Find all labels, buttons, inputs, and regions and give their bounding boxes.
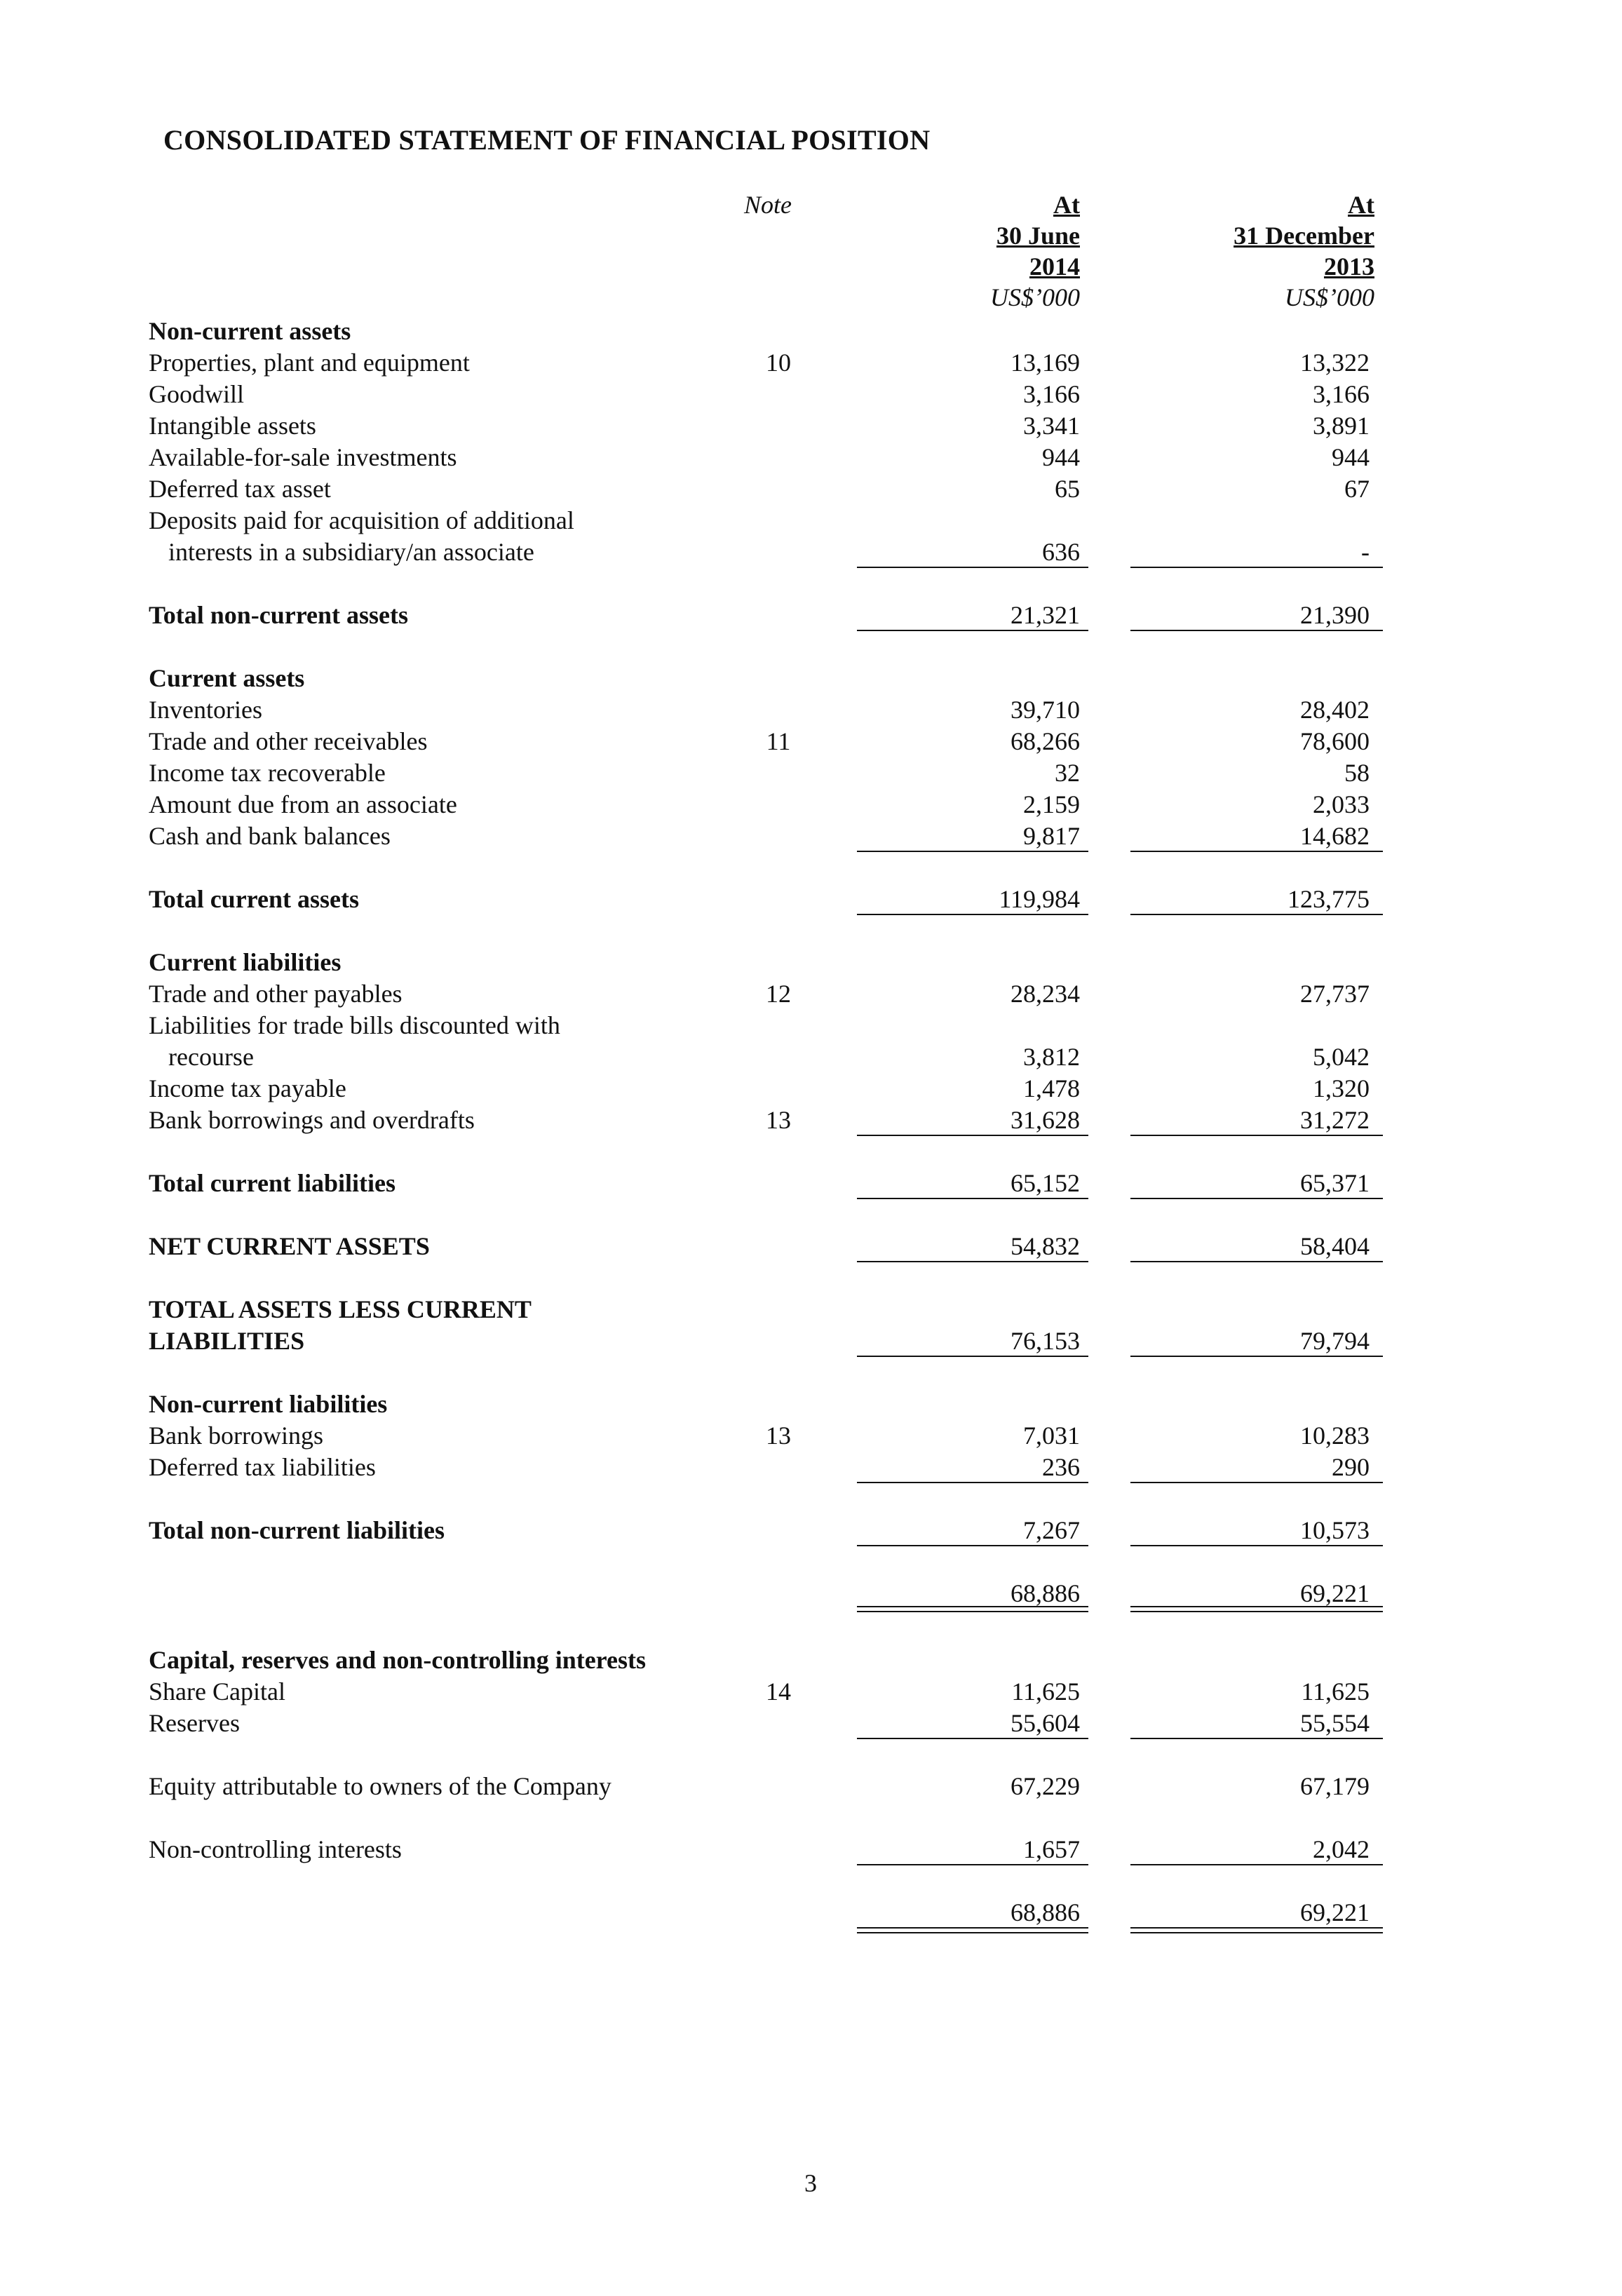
table-row	[0, 1325, 1622, 1357]
value-2013: -	[1361, 538, 1370, 566]
value-2013: 69,221	[1300, 1898, 1370, 1926]
table-row	[0, 1897, 1622, 1929]
value-2014: 54,832	[1011, 1232, 1080, 1260]
column-header-line: 2014	[1029, 252, 1080, 281]
row-label: Total non-current assets	[149, 601, 409, 629]
value-2013: 65,371	[1300, 1169, 1370, 1197]
page-number: 3	[804, 2169, 817, 2197]
value-2014: 7,267	[1023, 1516, 1080, 1544]
row-label: Non-current assets	[149, 317, 351, 345]
value-2013: 14,682	[1300, 822, 1370, 850]
value-2013: 28,402	[1300, 696, 1370, 724]
table-row	[0, 600, 1622, 631]
subtotal-underline	[1130, 1135, 1383, 1136]
column-header-line: At	[1053, 191, 1080, 219]
value-2014: 21,321	[1011, 601, 1080, 629]
row-label: Properties, plant and equipment	[149, 349, 470, 377]
table-row	[0, 347, 1622, 379]
table-row	[0, 1041, 1622, 1073]
table-row	[0, 1578, 1622, 1609]
subtotal-underline	[857, 630, 1088, 631]
value-2013: 10,283	[1300, 1422, 1370, 1450]
table-row	[0, 821, 1622, 852]
table-row	[0, 316, 1622, 347]
row-label: interests in a subsidiary/an associate	[168, 538, 534, 566]
subtotal-underline	[857, 1356, 1088, 1357]
value-2013: 67	[1344, 475, 1370, 503]
subtotal-underline	[857, 1135, 1088, 1136]
value-2014: 67,229	[1011, 1772, 1080, 1800]
value-2014: 68,886	[1011, 1579, 1080, 1607]
value-2013: 290	[1332, 1453, 1370, 1481]
value-2013: 79,794	[1300, 1327, 1370, 1355]
subtotal-underline	[857, 567, 1088, 568]
value-2013: 78,600	[1300, 727, 1370, 755]
row-label: LIABILITIES	[149, 1327, 305, 1355]
row-label: TOTAL ASSETS LESS CURRENT	[149, 1295, 532, 1323]
value-2014: 119,984	[999, 885, 1080, 913]
row-label: Liabilities for trade bills discounted with	[149, 1011, 560, 1039]
subtotal-underline	[1130, 1261, 1383, 1262]
table-row	[0, 1105, 1622, 1136]
table-row	[0, 505, 1622, 536]
subtotal-underline	[857, 1482, 1088, 1483]
row-note: 10	[766, 349, 791, 377]
row-label: Capital, reserves and non-controlling interests	[149, 1646, 646, 1674]
row-label: Equity attributable to owners of the Company	[149, 1772, 611, 1800]
value-2014: 68,266	[1011, 727, 1080, 755]
value-2013: 2,042	[1313, 1835, 1370, 1863]
value-2014: 944	[1042, 443, 1080, 471]
value-2014: 236	[1042, 1453, 1080, 1481]
subtotal-underline	[857, 914, 1088, 915]
note-column-header: Note	[744, 191, 792, 219]
table-row	[0, 726, 1622, 757]
subtotal-underline	[857, 1261, 1088, 1262]
subtotal-underline	[1130, 1356, 1383, 1357]
value-2014: 636	[1042, 538, 1080, 566]
subtotal-underline	[857, 1864, 1088, 1865]
subtotal-underline	[857, 1198, 1088, 1199]
value-2013: 2,033	[1313, 790, 1370, 818]
row-label: Available-for-sale investments	[149, 443, 457, 471]
row-label: Share Capital	[149, 1677, 285, 1706]
subtotal-underline	[1130, 567, 1383, 568]
row-note: 13	[766, 1422, 791, 1450]
value-2014: 1,657	[1023, 1835, 1080, 1863]
subtotal-underline	[1130, 1545, 1383, 1546]
value-2013: 55,554	[1300, 1709, 1370, 1737]
row-label: Reserves	[149, 1709, 240, 1737]
value-2013: 3,891	[1313, 412, 1370, 440]
table-row	[0, 442, 1622, 473]
row-label: Income tax payable	[149, 1074, 346, 1102]
value-2014: 39,710	[1011, 696, 1080, 724]
row-label: NET CURRENT ASSETS	[149, 1232, 430, 1260]
table-row	[0, 1452, 1622, 1483]
table-row	[0, 1073, 1622, 1105]
value-2014: 55,604	[1011, 1709, 1080, 1737]
value-2014: 13,169	[1011, 349, 1080, 377]
value-2014: 32	[1055, 759, 1080, 787]
subtotal-underline	[857, 1738, 1088, 1739]
value-2013: 123,775	[1288, 885, 1370, 913]
row-label: Current assets	[149, 664, 305, 692]
row-label: Bank borrowings	[149, 1422, 323, 1450]
row-label: Current liabilities	[149, 948, 342, 976]
row-label: Total current liabilities	[149, 1169, 396, 1197]
row-label: Non-controlling interests	[149, 1835, 402, 1863]
subtotal-underline	[1130, 630, 1383, 631]
subtotal-underline	[1130, 1198, 1383, 1199]
table-row	[0, 1168, 1622, 1199]
row-label: Goodwill	[149, 380, 245, 408]
table-row	[0, 978, 1622, 1010]
value-2013: 13,322	[1300, 349, 1370, 377]
table-row	[0, 1294, 1622, 1325]
row-label: Deposits paid for acquisition of additional	[149, 506, 574, 534]
row-label: recourse	[168, 1043, 254, 1071]
column-header-line: 30 June	[996, 222, 1080, 250]
subtotal-underline	[857, 851, 1088, 852]
table-row	[0, 379, 1622, 410]
column-header-line: 31 December	[1234, 222, 1374, 250]
table-row	[0, 1645, 1622, 1676]
table-row	[0, 1515, 1622, 1546]
value-2014: 9,817	[1023, 822, 1080, 850]
value-2013: 58,404	[1300, 1232, 1370, 1260]
table-row	[0, 1771, 1622, 1802]
table-row	[0, 410, 1622, 442]
value-2013: 5,042	[1313, 1043, 1370, 1071]
table-row	[0, 694, 1622, 726]
total-double-underline	[1130, 1927, 1383, 1933]
value-2014: 65	[1055, 475, 1080, 503]
row-note: 14	[766, 1677, 791, 1706]
value-2013: 3,166	[1313, 380, 1370, 408]
value-2014: 3,812	[1023, 1043, 1080, 1071]
subtotal-underline	[857, 1545, 1088, 1546]
value-2014: 28,234	[1011, 980, 1080, 1008]
value-2014: 3,341	[1023, 412, 1080, 440]
value-2013: 27,737	[1300, 980, 1370, 1008]
subtotal-underline	[1130, 851, 1383, 852]
row-label: Deferred tax liabilities	[149, 1453, 376, 1481]
page-title: CONSOLIDATED STATEMENT OF FINANCIAL POSITION	[163, 124, 931, 156]
table-row	[0, 473, 1622, 505]
value-2013: 67,179	[1300, 1772, 1370, 1800]
row-label: Trade and other receivables	[149, 727, 428, 755]
row-label: Total non-current liabilities	[149, 1516, 445, 1544]
value-2013: 69,221	[1300, 1579, 1370, 1607]
value-2014: 31,628	[1011, 1106, 1080, 1134]
row-label: Inventories	[149, 696, 262, 724]
table-row	[0, 1010, 1622, 1041]
value-2014: 2,159	[1023, 790, 1080, 818]
value-2013: 10,573	[1300, 1516, 1370, 1544]
subtotal-underline	[1130, 914, 1383, 915]
column-unit: US$’000	[990, 283, 1080, 311]
value-2013: 1,320	[1313, 1074, 1370, 1102]
table-row	[0, 789, 1622, 821]
row-label: Trade and other payables	[149, 980, 403, 1008]
table-row	[0, 1708, 1622, 1739]
row-label: Intangible assets	[149, 412, 316, 440]
value-2014: 76,153	[1011, 1327, 1080, 1355]
column-unit: US$’000	[1285, 283, 1374, 311]
row-label: Total current assets	[149, 885, 359, 913]
value-2014: 65,152	[1011, 1169, 1080, 1197]
table-row	[0, 1231, 1622, 1262]
table-row	[0, 1420, 1622, 1452]
table-row	[0, 1834, 1622, 1865]
column-header-line: 2013	[1324, 252, 1374, 281]
row-note: 11	[766, 727, 791, 755]
total-double-underline	[1130, 1606, 1383, 1612]
subtotal-underline	[1130, 1738, 1383, 1739]
subtotal-underline	[1130, 1864, 1383, 1865]
subtotal-underline	[1130, 1482, 1383, 1483]
table-row	[0, 757, 1622, 789]
value-2014: 3,166	[1023, 380, 1080, 408]
row-label: Amount due from an associate	[149, 790, 457, 818]
table-row	[0, 1389, 1622, 1420]
row-label: Cash and bank balances	[149, 822, 391, 850]
row-label: Non-current liabilities	[149, 1390, 388, 1418]
row-label: Bank borrowings and overdrafts	[149, 1106, 475, 1134]
value-2013: 21,390	[1300, 601, 1370, 629]
value-2013: 11,625	[1301, 1677, 1370, 1706]
total-double-underline	[857, 1927, 1088, 1933]
row-note: 13	[766, 1106, 791, 1134]
total-double-underline	[857, 1606, 1088, 1612]
table-row	[0, 884, 1622, 915]
value-2014: 1,478	[1023, 1074, 1080, 1102]
value-2014: 7,031	[1023, 1422, 1080, 1450]
value-2013: 944	[1332, 443, 1370, 471]
value-2013: 31,272	[1300, 1106, 1370, 1134]
value-2014: 11,625	[1011, 1677, 1080, 1706]
row-label: Deferred tax asset	[149, 475, 331, 503]
row-label: Income tax recoverable	[149, 759, 386, 787]
value-2014: 68,886	[1011, 1898, 1080, 1926]
table-row	[0, 663, 1622, 694]
value-2013: 58	[1344, 759, 1370, 787]
row-note: 12	[766, 980, 791, 1008]
table-row	[0, 1676, 1622, 1708]
table-row	[0, 536, 1622, 568]
column-header-line: At	[1348, 191, 1374, 219]
table-row	[0, 947, 1622, 978]
